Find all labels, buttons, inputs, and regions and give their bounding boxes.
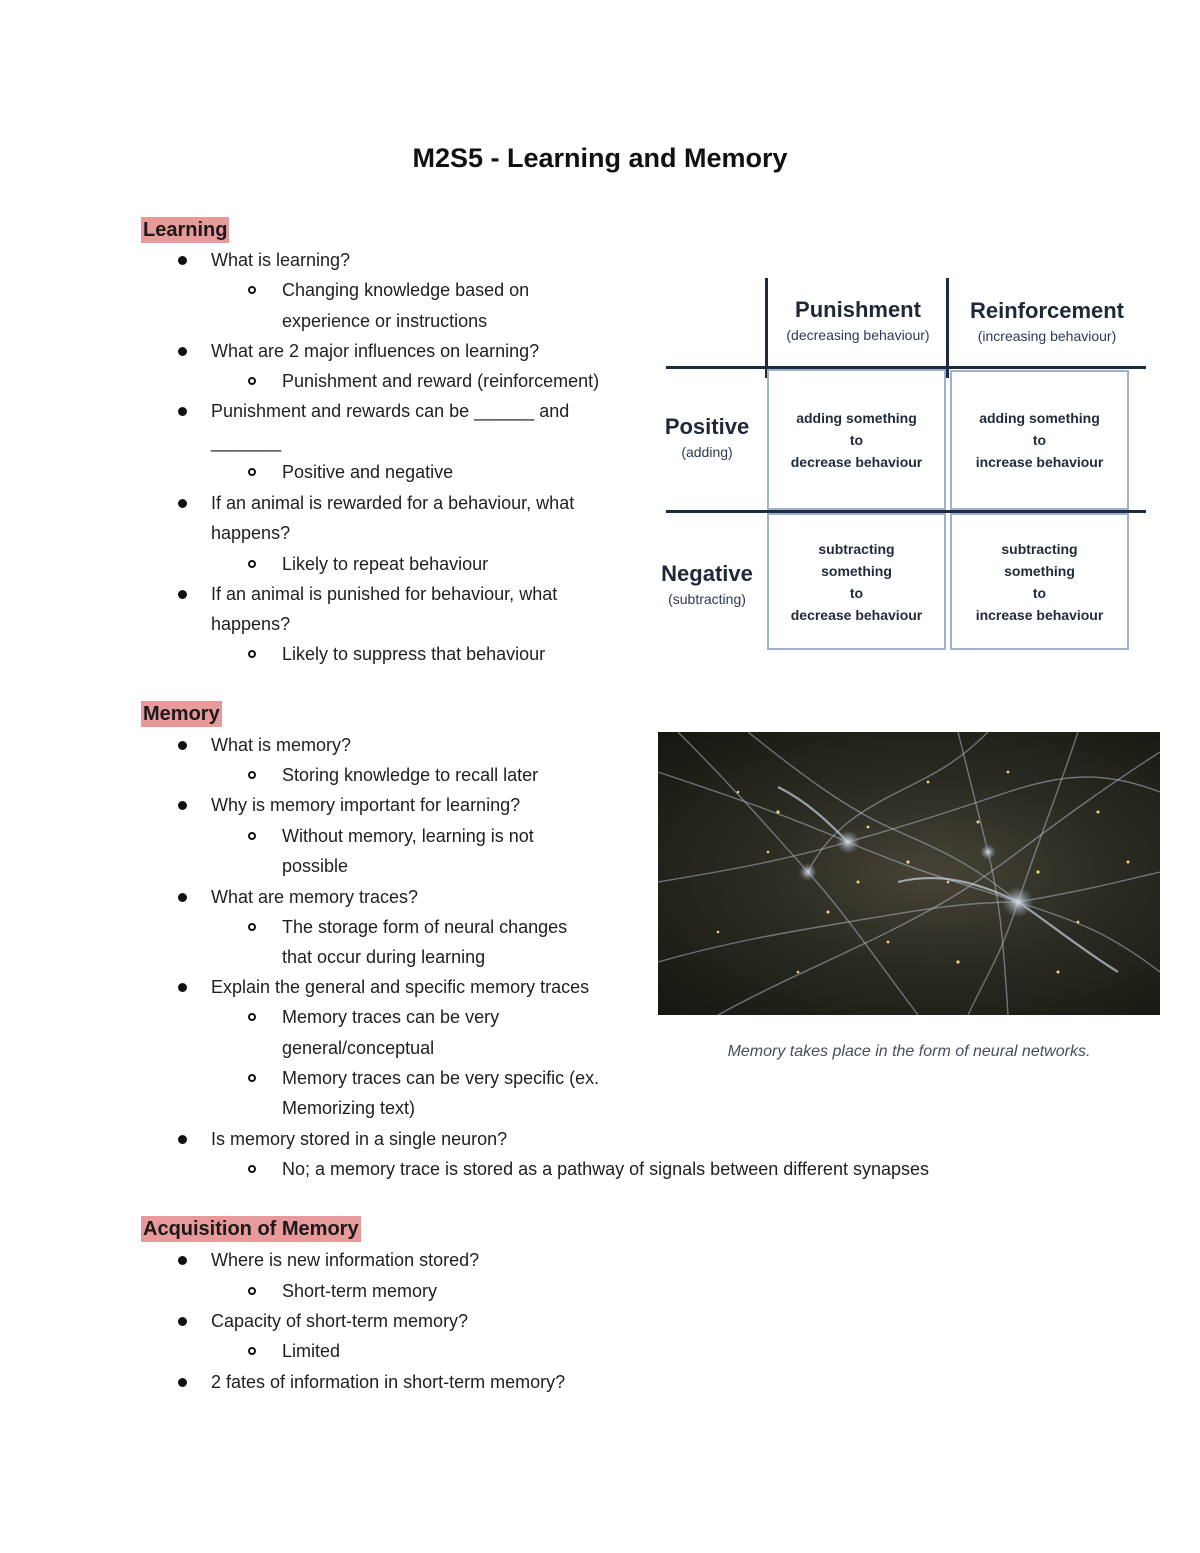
cell-line: to xyxy=(849,584,864,601)
bullet-icon xyxy=(178,801,187,810)
list-item: Memorizing text) xyxy=(282,1098,416,1118)
sub-bullet-icon xyxy=(248,923,256,931)
row-header-sub: (adding) xyxy=(681,444,733,460)
bullet-icon xyxy=(178,1378,187,1387)
row-header-title: Negative xyxy=(661,561,753,586)
sub-bullet-icon xyxy=(248,1074,256,1082)
table-row-header-negative xyxy=(652,560,762,610)
list-item: Limited xyxy=(282,1341,341,1361)
bullet-icon xyxy=(178,1135,187,1144)
table-rule xyxy=(765,278,768,378)
list-item: Why is memory important for learning? xyxy=(211,795,521,815)
cell-line: increase behaviour xyxy=(975,454,1104,470)
page-title: M2S5 - Learning and Memory xyxy=(412,143,788,173)
bullet-icon xyxy=(178,741,187,750)
bullet-icon xyxy=(178,407,187,416)
list-item: What are 2 major influences on learning? xyxy=(211,341,540,361)
cell-line: decrease behaviour xyxy=(790,453,923,470)
row-header-sub: (subtracting) xyxy=(668,591,746,607)
list-item: Likely to suppress that behaviour xyxy=(282,644,546,664)
sub-bullet-icon xyxy=(248,286,256,294)
list-item: Memory traces can be very specific (ex. xyxy=(282,1068,600,1088)
table-cell-negative-reinforcement xyxy=(950,513,1129,650)
list-item: Positive and negative xyxy=(282,462,454,482)
col-header-sub: (decreasing behaviour) xyxy=(786,327,930,343)
list-item: No; a memory trace is stored as a pathway of signals between different synapses xyxy=(282,1159,929,1179)
cell-line: something xyxy=(1004,562,1075,579)
list-item: If an animal is rewarded for a behaviour, what xyxy=(211,493,575,513)
sub-bullet-icon xyxy=(248,1165,256,1173)
sub-bullet-icon xyxy=(248,650,256,658)
list-item: _______ xyxy=(211,432,282,452)
cell-line: increase behaviour xyxy=(975,606,1104,623)
list-item: Is memory stored in a single neuron? xyxy=(211,1129,508,1149)
table-col-header-reinforcement xyxy=(949,297,1145,347)
list-item: Likely to repeat behaviour xyxy=(282,554,489,574)
bullet-icon xyxy=(178,499,187,508)
list-item: Capacity of short-term memory? xyxy=(211,1311,469,1331)
list-item: Memory traces can be very xyxy=(282,1007,500,1027)
list-item: Where is new information stored? xyxy=(211,1250,480,1270)
bullet-icon xyxy=(178,590,187,599)
list-item: What is memory? xyxy=(211,735,352,755)
neural-network-image xyxy=(658,732,1160,1015)
cell-line: to xyxy=(1032,432,1047,448)
cell-line: adding something xyxy=(979,410,1100,426)
bullet-icon xyxy=(178,347,187,356)
list-item: possible xyxy=(282,856,349,876)
section-heading-acquisition: Acquisition of Memory xyxy=(143,1218,359,1240)
list-item: Punishment and rewards can be ______ and xyxy=(211,401,570,421)
section-heading-memory: Memory xyxy=(143,703,220,725)
list-item: Short-term memory xyxy=(282,1281,438,1301)
sub-bullet-icon xyxy=(248,771,256,779)
sub-bullet-icon xyxy=(248,1013,256,1021)
col-header-title: Reinforcement xyxy=(969,298,1125,323)
cell-line: decrease behaviour xyxy=(790,606,923,623)
table-cell-negative-punishment xyxy=(767,513,946,650)
table-row-header-positive xyxy=(654,413,760,463)
list-item: happens? xyxy=(211,614,291,634)
list-item: If an animal is punished for behaviour, what xyxy=(211,584,558,604)
cell-line: to xyxy=(1032,584,1047,601)
image-caption: Memory takes place in the form of neural networks. xyxy=(727,1043,1091,1060)
sub-bullet-icon xyxy=(248,377,256,385)
cell-line: to xyxy=(849,431,864,448)
col-header-title: Punishment xyxy=(795,297,921,322)
cell-line: subtracting xyxy=(1001,540,1078,557)
table-cell-positive-reinforcement xyxy=(950,370,1129,510)
list-item: general/conceptual xyxy=(282,1038,435,1058)
table-cell-positive-punishment xyxy=(767,369,946,510)
list-item: What is learning? xyxy=(211,250,351,270)
list-item: Explain the general and specific memory traces xyxy=(211,977,590,997)
sub-bullet-icon xyxy=(248,1347,256,1355)
list-item: The storage form of neural changes xyxy=(282,917,568,937)
reinforcement-table xyxy=(652,272,1152,656)
neuron-illustration xyxy=(658,732,1160,1015)
list-item: Storing knowledge to recall later xyxy=(282,765,539,785)
bullet-icon xyxy=(178,983,187,992)
bullet-icon xyxy=(178,1317,187,1326)
list-item: Without memory, learning is not xyxy=(282,826,534,846)
table-col-header-punishment xyxy=(770,296,946,346)
cell-line: subtracting xyxy=(818,540,895,557)
bullet-icon xyxy=(178,1256,187,1265)
list-item: experience or instructions xyxy=(282,311,488,331)
row-header-title: Positive xyxy=(664,414,750,439)
sub-bullet-icon xyxy=(248,832,256,840)
list-item: 2 fates of information in short-term memory? xyxy=(211,1372,566,1392)
cell-line: something xyxy=(821,562,892,579)
bullet-icon xyxy=(178,893,187,902)
list-item: What are memory traces? xyxy=(211,887,419,907)
col-header-sub: (increasing behaviour) xyxy=(977,328,1117,344)
list-item: Changing knowledge based on xyxy=(282,280,530,300)
cell-line: adding something xyxy=(796,409,917,426)
section-heading-learning: Learning xyxy=(143,219,228,241)
sub-bullet-icon xyxy=(248,560,256,568)
sub-bullet-icon xyxy=(248,468,256,476)
list-item: happens? xyxy=(211,523,291,543)
sub-bullet-icon xyxy=(248,1287,256,1295)
list-item: that occur during learning xyxy=(282,947,486,967)
bullet-icon xyxy=(178,256,187,265)
list-item: Punishment and reward (reinforcement) xyxy=(282,371,600,391)
